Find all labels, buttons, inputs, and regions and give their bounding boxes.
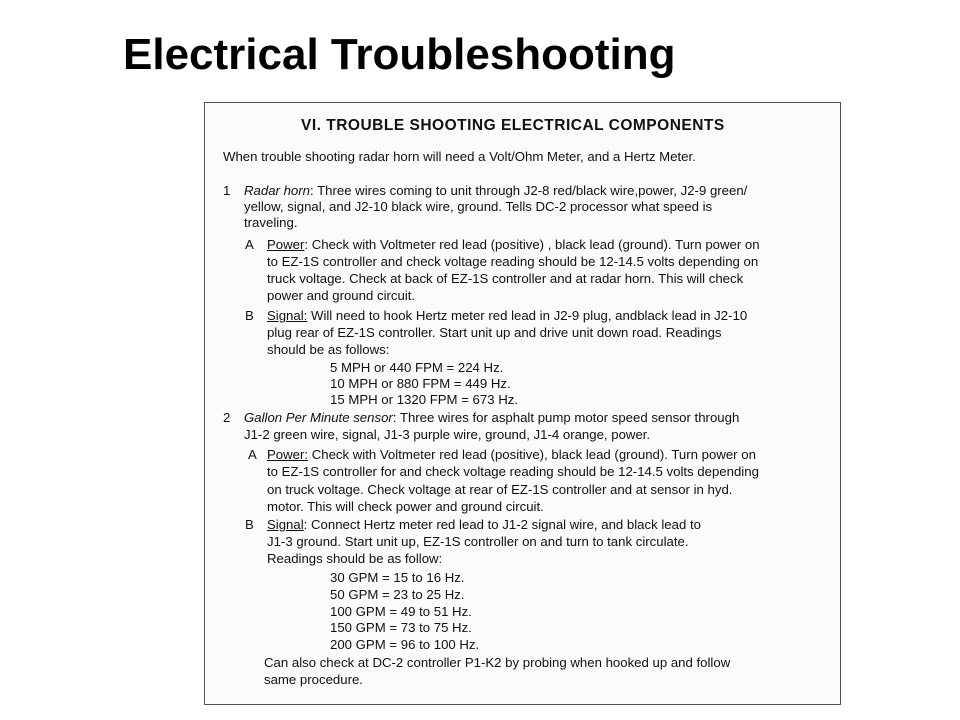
subsection-text: Check with Voltmeter red lead (positive), black lead (ground). Turn power on bbox=[308, 447, 756, 462]
scanned-document bbox=[204, 102, 841, 705]
subsection-text: Will need to hook Hertz meter red lead in J2-9 plug, andblack lead in J2-10 bbox=[307, 308, 748, 323]
subsection-line: to EZ-1S controller for and check voltage reading should be 12-14.5 volts depending bbox=[267, 464, 759, 479]
subsection-line: power and ground circuit. bbox=[267, 288, 416, 303]
subsection-letter: B bbox=[245, 517, 254, 532]
closing-line: Can also check at DC-2 controller P1-K2 by probing when hooked up and follow bbox=[264, 655, 731, 670]
section-text: : Three wires coming to unit through J2-8 red/black wire,power, J2-9 green/ bbox=[309, 183, 748, 198]
subsection-line bbox=[267, 447, 756, 463]
subsection-line: to EZ-1S controller and check voltage reading should be 12-14.5 volts depending on bbox=[267, 254, 759, 269]
subsection-line: plug rear of EZ-1S controller. Start unit up and drive unit down road. Readings bbox=[267, 325, 722, 340]
section-number: 2 bbox=[223, 410, 231, 425]
reading-line: 50 GPM = 23 to 25 Hz. bbox=[330, 587, 465, 602]
subsection-letter: B bbox=[245, 308, 254, 323]
reading-line: 100 GPM = 49 to 51 Hz. bbox=[330, 604, 472, 619]
reading-line: 15 MPH or 1320 FPM = 673 Hz. bbox=[330, 392, 519, 407]
section-text: : Three wires for asphalt pump motor speed sensor through bbox=[392, 410, 740, 425]
subsection-label: Signal: bbox=[267, 308, 308, 323]
section-line bbox=[244, 410, 739, 426]
subsection-letter: A bbox=[248, 447, 257, 462]
subsection-line bbox=[267, 308, 747, 324]
document-heading: VI. TROUBLE SHOOTING ELECTRICAL COMPONENTS bbox=[301, 117, 725, 134]
subsection-label: Power bbox=[267, 237, 305, 252]
subsection-line: Readings should be as follow: bbox=[267, 551, 443, 566]
section-number: 1 bbox=[223, 183, 231, 198]
subsection-line: J1-3 ground. Start unit up, EZ-1S controller on and turn to tank circulate. bbox=[267, 534, 689, 549]
intro-text: When trouble shooting radar horn will need a Volt/Ohm Meter, and a Hertz Meter. bbox=[223, 149, 696, 164]
subsection-line: should be as follows: bbox=[267, 342, 390, 357]
reading-line: 30 GPM = 15 to 16 Hz. bbox=[330, 570, 465, 585]
subsection-line bbox=[267, 517, 701, 533]
subsection-line: on truck voltage. Check voltage at rear of EZ-1S controller and at sensor in hyd. bbox=[267, 482, 733, 497]
closing-line: same procedure. bbox=[264, 672, 363, 687]
reading-line: 150 GPM = 73 to 75 Hz. bbox=[330, 620, 472, 635]
slide-title: Electrical Troubleshooting bbox=[123, 30, 676, 79]
subsection-text: : Check with Voltmeter red lead (positive) , black lead (ground). Turn power on bbox=[304, 237, 760, 252]
reading-line: 200 GPM = 96 to 100 Hz. bbox=[330, 637, 480, 652]
section-title: Radar horn bbox=[244, 183, 310, 198]
reading-line: 5 MPH or 440 FPM = 224 Hz. bbox=[330, 360, 504, 375]
subsection-line: truck voltage. Check at back of EZ-1S controller and at radar horn. This will check bbox=[267, 271, 744, 286]
subsection-label: Power: bbox=[267, 447, 309, 462]
section-line: yellow, signal, and J2-10 black wire, ground. Tells DC-2 processor what speed is bbox=[244, 199, 713, 214]
subsection-label: Signal bbox=[267, 517, 304, 532]
section-line: traveling. bbox=[244, 215, 298, 230]
subsection-text: : Connect Hertz meter red lead to J1-2 signal wire, and black lead to bbox=[303, 517, 701, 532]
subsection-letter: A bbox=[245, 237, 254, 252]
section-title: Gallon Per Minute sensor bbox=[244, 410, 393, 425]
section-line: J1-2 green wire, signal, J1-3 purple wire, ground, J1-4 orange, power. bbox=[244, 427, 651, 442]
section-line bbox=[244, 183, 747, 199]
reading-line: 10 MPH or 880 FPM = 449 Hz. bbox=[330, 376, 511, 391]
subsection-line bbox=[267, 237, 760, 253]
subsection-line: motor. This will check power and ground circuit. bbox=[267, 499, 544, 514]
